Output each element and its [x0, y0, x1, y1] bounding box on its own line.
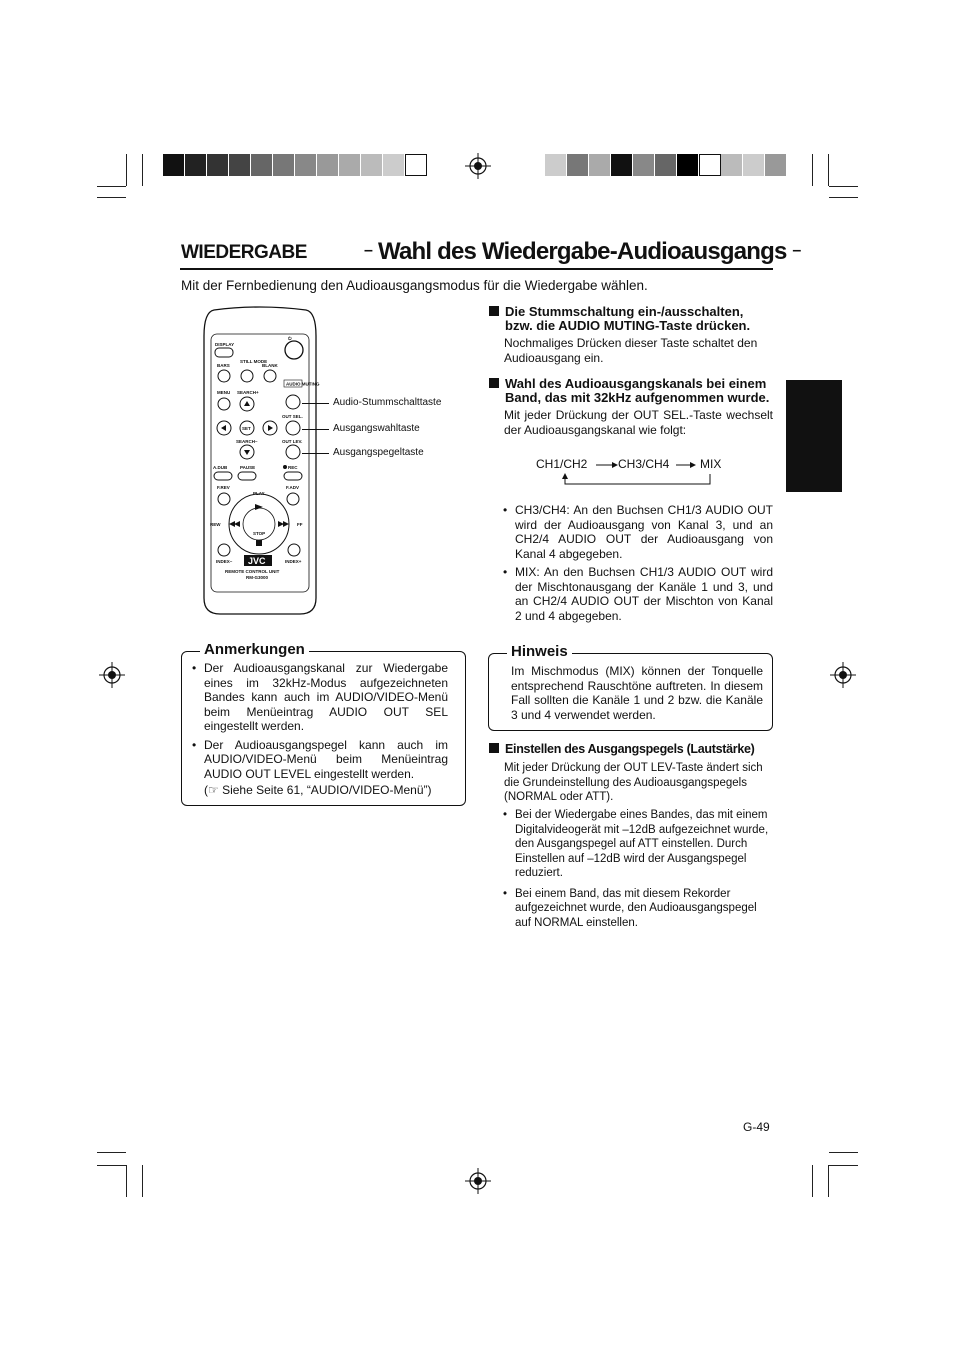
step-2 [489, 377, 773, 437]
step-1-text: Nochmaliges Drücken dieser Taste schaltet den Audioausgang ein. [504, 336, 758, 365]
gray-scale-bar-right [545, 154, 787, 176]
registration-mark-right [830, 662, 856, 688]
svg-text:SEARCH–: SEARCH– [236, 439, 258, 444]
step-2-bullets [503, 503, 773, 627]
notes-reference: (☞ Siehe Seite 61, “AUDIO/VIDEO-Menü”) [204, 783, 432, 797]
square-bullet-icon [489, 378, 499, 388]
remote-control-illustration [200, 306, 320, 618]
svg-text:SEARCH+: SEARCH+ [237, 390, 259, 395]
level-bullet-1: • Bei der Wiedergabe eines Bandes, das mit einem Digitalvideogerät mit –12dB aufgezeichnet wurde, den Ausgangspegel auf ATT einstellen. Durch Einstellen auf –12dB wird der Ausgangspegel reduziert. [503, 808, 773, 881]
section-label: WIEDERGABE [181, 242, 307, 263]
step-1 [489, 305, 773, 365]
callout-muting: Audio-Stummschalttaste [333, 397, 442, 408]
svg-text:PLAY: PLAY [253, 491, 265, 496]
page-title: – Wahl des Wiedergabe-Audioausgangs – [364, 238, 801, 265]
hint-text: Im Mischmodus (MIX) können der Tonquelle entsprechend Rauschtöne auftreten. In diesem Fall sollten die Kanäle 1 und 2 bzw. die Kanäle 3 und 4 verwendet werden. [511, 664, 763, 722]
callout-line-muting [302, 403, 329, 404]
svg-text:BARS: BARS [217, 363, 230, 368]
cycle-mix: MIX [700, 457, 722, 471]
registration-mark-bottom [465, 1168, 491, 1194]
svg-text:JVC: JVC [248, 556, 266, 566]
bullet-mix: • MIX: An den Buchsen CH1/3 AUDIO OUT wird der Mischtonausgang der Kanäle 1 und 3, und an CH2/4 AUDIO OUT der Mischton von Kanal 2 und 4 abgegeben. [503, 565, 773, 623]
svg-text:A.DUB: A.DUB [213, 465, 228, 470]
svg-text:REMOTE CONTROL UNIT: REMOTE CONTROL UNIT [225, 569, 280, 574]
svg-text:FF: FF [297, 522, 303, 527]
svg-text:STOP: STOP [253, 531, 266, 536]
svg-text:MENU: MENU [217, 390, 231, 395]
svg-text:BLANK: BLANK [262, 363, 278, 368]
remote-display-label: DISPLAY [215, 342, 235, 347]
svg-text:PAUSE: PAUSE [240, 465, 256, 470]
svg-text:REW: REW [210, 522, 221, 527]
svg-text:OUT SEL.: OUT SEL. [282, 414, 303, 419]
notes-title: Anmerkungen [200, 641, 309, 658]
callout-line-out-sel [302, 429, 329, 430]
svg-text:INDEX–: INDEX– [216, 559, 233, 564]
chapter-tab [786, 380, 842, 492]
step-1-heading: Die Stummschaltung ein-/ausschalten, bzw. die AUDIO MUTING-Taste drücken. [489, 305, 773, 333]
svg-text:⏻: ⏻ [288, 336, 292, 341]
square-bullet-icon [489, 743, 499, 753]
intro-text: Mit der Fernbedienung den Audioausgangsmodus für die Wiedergabe wählen. [181, 278, 648, 293]
cycle-ch34: CH3/CH4 [618, 457, 670, 471]
bullet-ch34: • CH3/CH4: An den Buchsen CH1/3 AUDIO OUT wird der Audioausgang von Kanal 3, und an CH2/4 AUDIO OUT der Audioausgang von Kanal 4 abgegeben. [503, 503, 773, 561]
cycle-ch12: CH1/CH2 [536, 457, 588, 471]
svg-text:INDEX+: INDEX+ [285, 559, 302, 564]
cycle-arrows [556, 458, 716, 490]
step-2-text: Mit jeder Drückung der OUT SEL.-Taste wechselt der Audioausgangskanal wie folgt: [504, 408, 773, 437]
level-text: Mit jeder Drückung der OUT LEV-Taste ändert sich die Grundeinstellung des Audioausgangspegels (NORMAL oder ATT). [504, 762, 763, 803]
registration-mark-top [465, 153, 491, 179]
level-bullet-2: • Bei einem Band, das mit diesem Rekorder aufgezeichnet wurde, den Audioausgangspegel auf NORMAL einstellen. [503, 887, 773, 931]
page-number: G-49 [743, 1120, 770, 1134]
callout-line-out-lev [302, 453, 329, 454]
square-bullet-icon [489, 306, 499, 316]
callout-out-lev: Ausgangspegeltaste [333, 447, 424, 458]
svg-text:OUT LEV.: OUT LEV. [282, 439, 303, 444]
gray-scale-bar-left [163, 154, 427, 176]
svg-text:F.REV: F.REV [217, 485, 230, 490]
title-rule [180, 268, 773, 270]
hint-title: Hinweis [507, 643, 572, 660]
level-section [489, 742, 773, 805]
callout-out-sel: Ausgangswahltaste [333, 423, 420, 434]
notes-bullet-1: • Der Audioausgangskanal zur Wiedergabe eines im 32kHz-Modus aufgezeichneten Bandes kann auch im AUDIO/VIDEO-Menü beim Menüeintrag AUDIO OUT SEL eingestellt werden. [192, 661, 448, 734]
svg-text:AUDIO MUTING: AUDIO MUTING [286, 381, 320, 387]
notes-bullet-2: • Der Audioausgangspegel kann auch im AUDIO/VIDEO-Menü beim Menüeintrag AUDIO OUT LEVEL eingestellt werden. [192, 738, 448, 782]
svg-text:REC: REC [288, 465, 298, 470]
level-bullets [503, 808, 773, 934]
level-heading: Einstellen des Ausgangspegels (Lautstärke) [489, 742, 773, 756]
svg-text:F.ADV: F.ADV [286, 485, 300, 490]
notes-content [192, 661, 448, 798]
step-2-heading: Wahl des Audioausgangskanals bei einem Band, das mit 32kHz aufgenommen wurde. [489, 377, 773, 405]
svg-text:SET: SET [242, 426, 251, 431]
registration-mark-left [99, 662, 125, 688]
svg-text:RM-G3000: RM-G3000 [246, 575, 269, 580]
svg-text:STILL MODE: STILL MODE [240, 359, 268, 364]
